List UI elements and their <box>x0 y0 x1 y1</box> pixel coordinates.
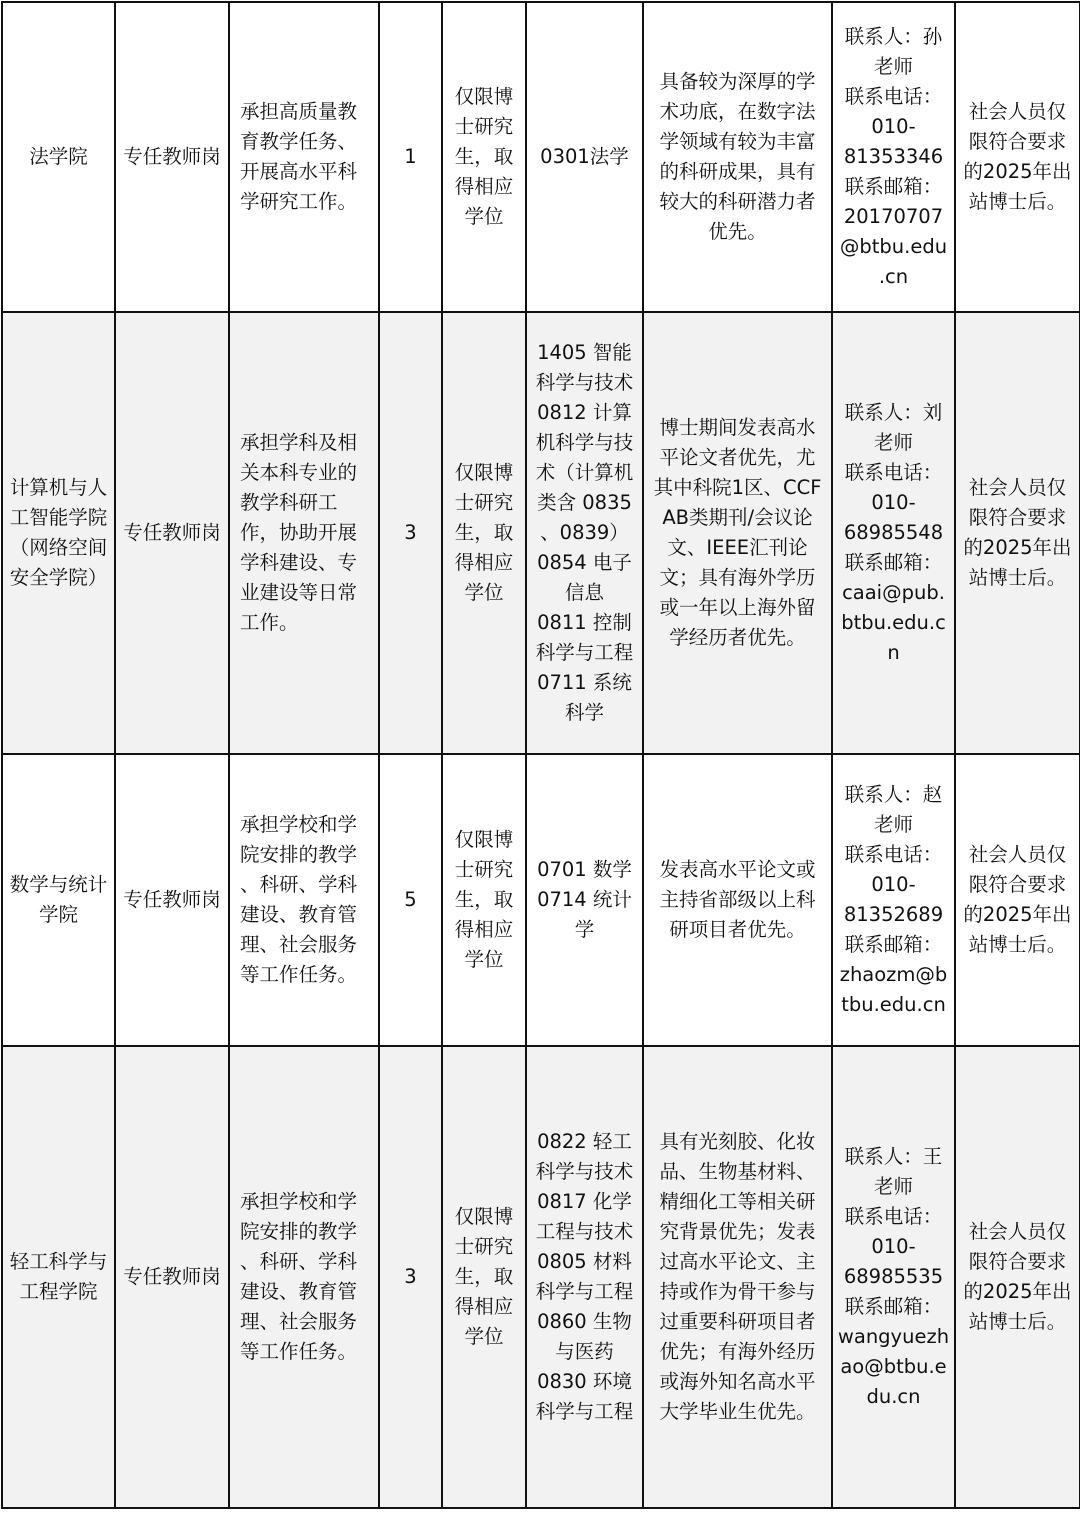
count-cell: 3 <box>379 1046 442 1508</box>
table-row <box>2 312 1080 754</box>
count-cell: 3 <box>379 312 442 754</box>
note-cell: 社会人员仅 限符合要求 的2025年出 站博士后。 <box>955 312 1080 754</box>
recruitment-table <box>1 1 1080 1509</box>
major-cell: 0822 轻工 科学与技术 0817 化学 工程与技术 0805 材料 科学与工程 0860 生物 与医药 0830 环境 科学与工程 <box>526 1046 643 1508</box>
duties-cell: 承担高质量教 育教学任务、 开展高水平科 学研究工作。 <box>229 2 379 312</box>
major-cell: 0301法学 <box>526 2 643 312</box>
position-cell: 专任教师岗 <box>115 2 229 312</box>
position-cell: 专任教师岗 <box>115 754 229 1046</box>
contact-cell: 联系人：赵 老师 联系电话： 010- 81352689 联系邮箱： zhaozm@b tbu.edu.cn <box>832 754 955 1046</box>
table-row <box>2 754 1080 1046</box>
table-row <box>2 1046 1080 1508</box>
note-cell: 社会人员仅 限符合要求 的2025年出 站博士后。 <box>955 2 1080 312</box>
requirements-cell: 具有光刻胶、化妆 品、生物基材料、 精细化工等相关研 究背景优先；发表 过高水平论文、主 持或作为骨干参与 过重要科研项目者 优先；有海外经历 或海外知名高水平 大学毕业生优先。 <box>643 1046 832 1508</box>
position-cell: 专任教师岗 <box>115 312 229 754</box>
contact-cell: 联系人：孙 老师 联系电话： 010- 81353346 联系邮箱： 20170707 @btbu.edu .cn <box>832 2 955 312</box>
college-cell: 轻工科学与 工程学院 <box>2 1046 115 1508</box>
degree-cell: 仅限博 士研究 生，取 得相应 学位 <box>442 754 526 1046</box>
position-cell: 专任教师岗 <box>115 1046 229 1508</box>
degree-cell: 仅限博 士研究 生，取 得相应 学位 <box>442 2 526 312</box>
college-cell: 法学院 <box>2 2 115 312</box>
duties-cell: 承担学校和学 院安排的教学 、科研、学科 建设、教育管 理、社会服务 等工作任务。 <box>229 1046 379 1508</box>
major-cell: 1405 智能 科学与技术 0812 计算 机科学与技 术（计算机 类含 0835 、0839） 0854 电子 信息 0811 控制 科学与工程 0711 系统 科学 <box>526 312 643 754</box>
requirements-cell: 具备较为深厚的学 术功底，在数字法 学领域有较为丰富 的科研成果，具有 较大的科研潜力者 优先。 <box>643 2 832 312</box>
contact-cell: 联系人：刘 老师 联系电话： 010- 68985548 联系邮箱： caai@pub. btbu.edu.c n <box>832 312 955 754</box>
count-cell: 1 <box>379 2 442 312</box>
requirements-cell: 发表高水平论文或 主持省部级以上科 研项目者优先。 <box>643 754 832 1046</box>
college-cell: 计算机与人 工智能学院 （网络空间 安全学院） <box>2 312 115 754</box>
requirements-cell: 博士期间发表高水 平论文者优先，尤 其中科院1区、CCF AB类期刊/会议论 文、IEEE汇刊论 文；具有海外学历 或一年以上海外留 学经历者优先。 <box>643 312 832 754</box>
note-cell: 社会人员仅 限符合要求 的2025年出 站博士后。 <box>955 754 1080 1046</box>
duties-cell: 承担学科及相 关本科专业的 教学科研工 作，协助开展 学科建设、专 业建设等日常 工作。 <box>229 312 379 754</box>
duties-cell: 承担学校和学 院安排的教学 、科研、学科 建设、教育管 理、社会服务 等工作任务。 <box>229 754 379 1046</box>
college-cell: 数学与统计 学院 <box>2 754 115 1046</box>
degree-cell: 仅限博 士研究 生，取 得相应 学位 <box>442 312 526 754</box>
major-cell: 0701 数学 0714 统计 学 <box>526 754 643 1046</box>
table-row <box>2 2 1080 312</box>
count-cell: 5 <box>379 754 442 1046</box>
contact-cell: 联系人：王 老师 联系电话： 010- 68985535 联系邮箱： wangyuezh ao@btbu.e du.cn <box>832 1046 955 1508</box>
degree-cell: 仅限博 士研究 生，取 得相应 学位 <box>442 1046 526 1508</box>
note-cell: 社会人员仅 限符合要求 的2025年出 站博士后。 <box>955 1046 1080 1508</box>
